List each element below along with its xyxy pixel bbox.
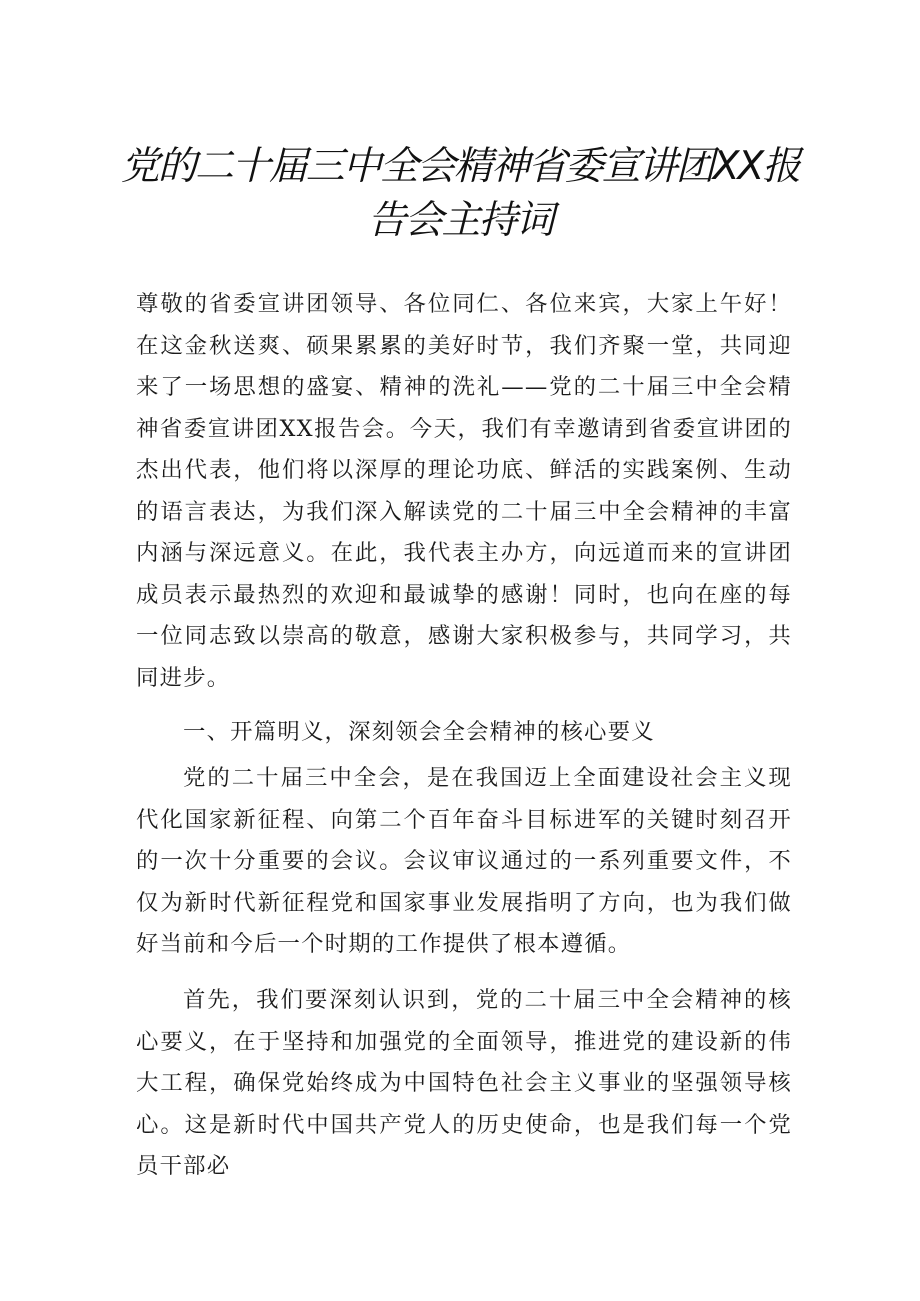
document-title-line-1: 党的二十届三中全会精神省委宣讲团XX报 (120, 144, 800, 189)
section-heading (136, 712, 792, 754)
document-title-line-2: 告会主持词 (367, 198, 553, 243)
paragraph-text: 尊敬的省委宣讲团领导、各位同仁、各位来宾，大家上午好！在这金秋送爽、硕果累累的美好时节，我们齐聚一堂，共同迎来了一场思想的盛宴、精神的洗礼——党的二十届三中全会精神省委宣讲团XX报告会。今天，我们有幸邀请到省委宣讲团的杰出代表，他们将以深厚的理论功底、鲜活的实践案例、生动的语言表达，为我们深入解读党的二十届三中全会精神的丰富内涵与深远意义。在此，我代表主办方，向远道而来的宣讲团成员表示最热烈的欢迎和最诚挚的感谢！同时，也向在座的每一位同志致以崇高的敬意，感谢大家积极参与，共同学习，共同进步。 (136, 291, 792, 691)
body-paragraph (136, 758, 792, 966)
opening-paragraph (136, 284, 792, 699)
paragraph-text: 党的二十届三中全会，是在我国迈上全面建设社会主义现代化国家新征程、向第二个百年奋斗目标进军的关键时刻召开的一次十分重要的会议。会议审议通过的一系列重要文件，不仅为新时代新征程党和国家事业发展指明了方向，也为我们做好当前和今后一个时期的工作提供了根本遵循。 (136, 765, 792, 957)
section-heading-text: 一、开篇明义，深刻领会全会精神的核心要义 (183, 719, 655, 745)
body-paragraph (136, 980, 792, 1188)
paragraph-text: 首先，我们要深刻认识到，党的二十届三中全会精神的核心要义，在于坚持和加强党的全面领导，推进党的建设新的伟大工程，确保党始终成为中国特色社会主义事业的坚强领导核心。这是新时代中国共产党人的历史使命，也是我们每一个党员干部必 (136, 987, 792, 1179)
